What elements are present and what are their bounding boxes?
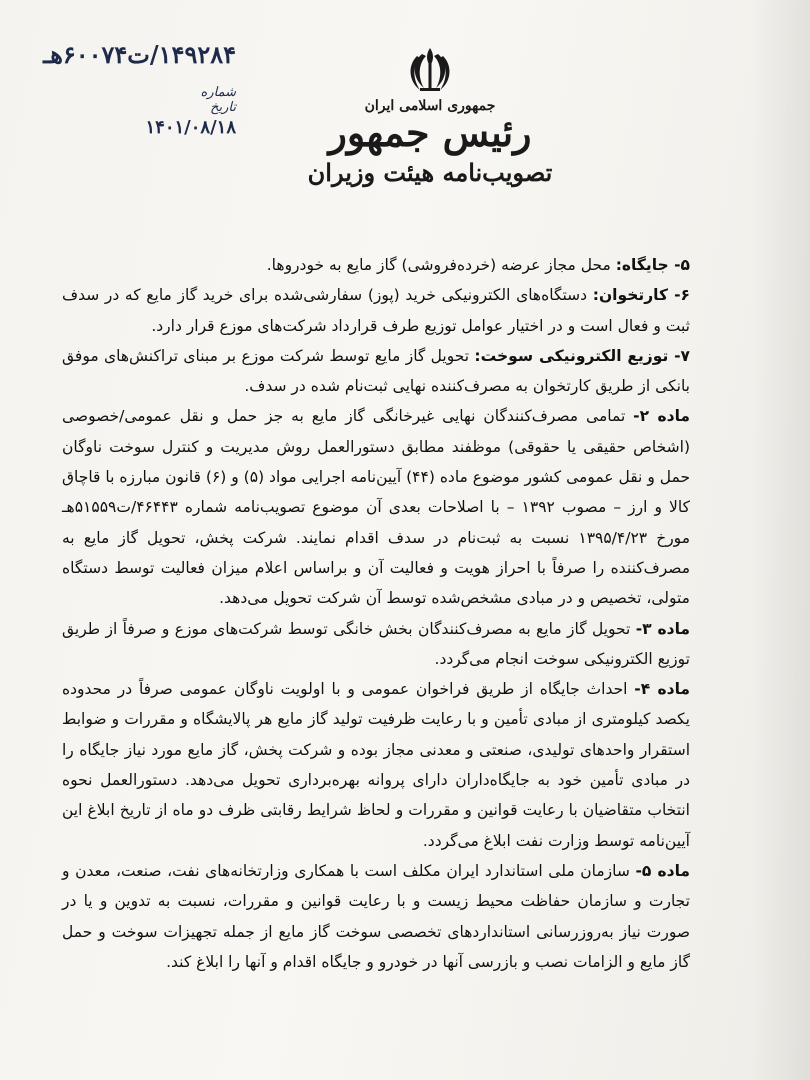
paragraph-text: تحویل گاز مایع توسط شرکت موزع بر مبنای تراکنش‌های موفق بانکی از طریق کارتخوان به مصرف‌کننده نهایی ثبت‌نام شده در سدف. (62, 346, 690, 396)
document-body (62, 250, 690, 977)
paragraph-heading: ماده ۵- (635, 861, 690, 880)
paragraph-text: سازمان ملی استاندارد ایران مکلف است با همکاری وزارتخانه‌های نفت، صنعت، معدن و تجارت و سازمان حفاظت محیط زیست و با رعایت قوانین و مقررات، نسبت به تدوین و یا در صورت نیاز به‌روزرسانی استانداردهای تخصصی سوخت گاز مایع از جمله تجهیزات سوخت و حمل گاز مایع و الزامات نصب و بازرسی آنها در خودرو و جایگاه اقدام و آنها را ابلاغ کند. (62, 861, 690, 971)
resolution-title: تصویب‌نامه هیئت وزیران (307, 157, 553, 187)
shomare-label: شماره (200, 85, 236, 100)
paragraph (62, 280, 690, 341)
reference-block (36, 40, 236, 138)
paragraph-heading: ماده ۲- (633, 407, 690, 426)
paragraph-text: تحویل گاز مایع به مصرف‌کنندگان بخش خانگی توسط شرکت‌های موزع و صرفاً از طریق توزیع الکترونیکی سوخت انجام می‌گردد. (62, 619, 690, 668)
paragraph-text: محل مجاز عرضه (خرده‌فروشی) گاز مایع به خودروها. (266, 256, 616, 274)
letter-date: ۱۴۰۱/۰۸/۱۸ (145, 117, 236, 138)
page-shadow (750, 0, 810, 1080)
president-title: رئیس جمهور (328, 110, 532, 155)
paragraph (62, 341, 690, 402)
iran-emblem-icon (408, 46, 452, 94)
letter-number: ۱۴۹۲۸۴/ت۶۰۰۷۴هـ (43, 40, 236, 69)
paragraph (62, 674, 690, 856)
paragraph-heading: ۶- کارتخوان: (592, 286, 690, 305)
paragraph-text: احداث جایگاه از طریق فراخوان عمومی و با اولویت ناوگان عمومی صرفاً در محدوده یکصد کیلومتری از مبادی تأمین و با رعایت ظرفیت تولید گاز مایع هر پالایشگاه و مقررات و ضوابط استقرار واحدهای تولیدی، صنعتی و معدنی مجاز بوده و شرکت پخش، گاز مایع مورد نیاز جایگاه را در مبادی تأمین خود به جایگاه‌داران دارای پروانه بهره‌برداری تحویل می‌دهد. دستورالعمل نحوه انتخاب متقاضیان با رعایت قوانین و مقررات و لحاظ شرایط رقابتی ظرف دو ماه از تاریخ ابلاغ این آیین‌نامه توسط وزارت نفت ابلاغ می‌گردد. (62, 680, 690, 850)
paragraph-text: تمامی مصرف‌کنندگان نهایی غیرخانگی گاز مایع به جز حمل و نقل عمومی/خصوصی (اشخاص حقیقی یا حقوقی) موظفند مطابق دستورالعمل روش مدیریت و کنترل سوخت ناوگان حمل و نقل عمومی کشور موضوع ماده (۴۴) آیین‌نامه اجرایی مواد (۵) و (۶) قانون مبارزه با قاچاق کالا و ارز – مصوب ۱۳۹۲ – با اصلاحات بعدی آن موضوع تصویب‌نامه شماره ۴۶۴۴۳/ت۵۱۵۵۹هـ مورخ ۱۳۹۵/۴/۲۳ نسبت به ثبت‌نام در سدف اقدام نمایند. شرکت پخش، تحویل گاز مایع به مصرف‌کننده را صرفاً با احراز هویت و فعالیت آن و براساس اعلام میزان فعالیت توسط دستگاه متولی، تخصیص و در مبادی مشخص‌شده توسط آن شرکت تحویل می‌دهد. (62, 407, 691, 608)
paragraph-heading: ماده ۳- (635, 619, 690, 638)
tarikh-label: تاریخ (210, 100, 236, 115)
paragraph-heading: ۷- توزیع الکترونیکی سوخت: (474, 346, 690, 365)
paragraph (62, 250, 690, 280)
republic-title: جمهوری اسلامی ایران (364, 98, 496, 114)
paragraph (62, 856, 690, 977)
paragraph-text: دستگاه‌های الکترونیکی خرید (پوز) سفارشی‌شده برای خرید گاز مایع که در سدف ثبت و فعال است و در اختیار عوامل توزیع طرف قرارداد شرکت‌های موزع قرار دارد. (62, 286, 690, 335)
paragraph (62, 401, 690, 613)
letterhead (270, 46, 590, 187)
paragraph-heading: ماده ۴- (634, 680, 690, 699)
paragraph (62, 614, 690, 675)
paragraph-heading: ۵- جایگاه: (615, 256, 690, 274)
